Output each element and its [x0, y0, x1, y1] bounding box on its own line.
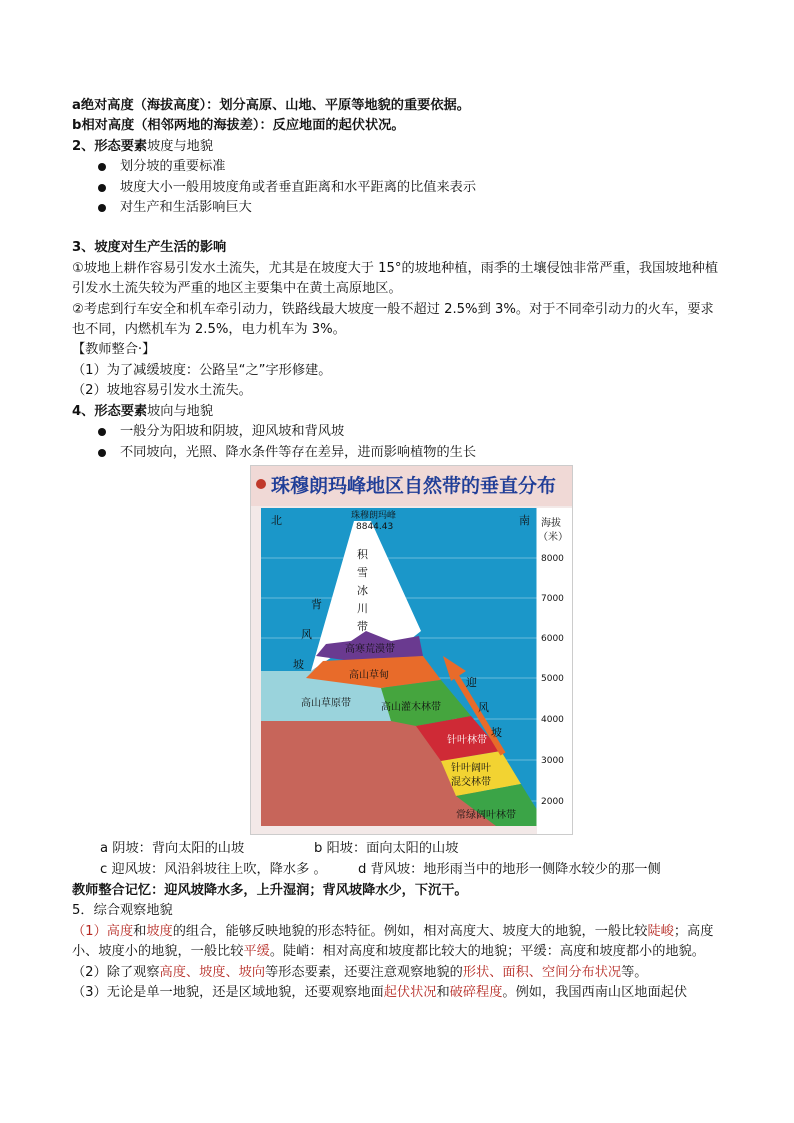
mixed-forest-label-1: 针叶阔叶: [451, 762, 491, 774]
mixed-forest-label-2: 混交林带: [451, 776, 491, 788]
section-2-heading: [72, 137, 724, 157]
peak-name: 珠穆朗玛峰: [351, 510, 397, 521]
tick-label: 6000: [541, 633, 564, 644]
paragraph-railway-slope: ②考虑到行车安全和机车牵引动力，铁路线最大坡度一般不超过 2.5%到 3%。对于不同牵引动力的火车，要求也不同，内燃机车为 2.5%，电力机车为 3%。: [72, 301, 714, 338]
bullet-text: 对生产和生活影响巨大: [120, 200, 252, 216]
keyword-relief: 起伏状况: [383, 984, 437, 1000]
section-5-heading: 5．综合观察地貌: [72, 903, 173, 919]
spacer: [72, 218, 724, 238]
alpine-steppe-label: 高山草原带: [301, 697, 351, 709]
observe-point-1: [72, 922, 724, 963]
text-run: 。陡峭：相对高度和坡度都比较大的地貌；平缓：高度和坡度都小的地貌。: [269, 944, 705, 960]
bullet-dot-icon: [98, 163, 106, 171]
snow-zone-char: 冰: [357, 583, 368, 597]
section-2-rest: 坡度与地貌: [147, 138, 214, 154]
south-label: 南: [519, 513, 530, 527]
teacher-point-2: （2）坡地容易引发水土流失。: [72, 383, 252, 399]
evergreen-forest-label: 常绿阔叶林带: [456, 809, 516, 821]
document-body: [72, 96, 724, 1003]
title-bullet-icon: [256, 479, 266, 489]
alpine-meadow-label: 高山草甸: [349, 669, 389, 681]
bullet-item: [72, 178, 724, 198]
slope-definitions-row-2: [72, 860, 724, 881]
snow-zone-char: 雪: [357, 565, 368, 579]
figure-container: [72, 465, 724, 837]
section-2-prefix: 2、形态要素: [72, 138, 148, 154]
tick-label: 8000: [541, 553, 564, 564]
elevation-label: 海拔: [541, 517, 561, 529]
bullet-text: 不同坡向，光照、降水条件等存在差异，进而影响植物的生长: [120, 444, 477, 460]
section-3-heading: 3、坡度对生产生活的影响: [72, 240, 227, 256]
bullet-text: 划分坡的重要标准: [120, 159, 226, 175]
observe-point-2: [72, 963, 724, 983]
windward-char: 坡: [491, 725, 502, 739]
bullet-item: [72, 422, 724, 442]
text-run: （3）无论是单一地貌，还是区域地貌，还要观察地面: [72, 984, 384, 1000]
everest-vertical-zones-figure: [250, 465, 573, 835]
bullet-dot-icon: [98, 449, 106, 457]
windward-slope-definition: c 迎风坡：风沿斜坡往上吹，降水多 。: [100, 861, 327, 877]
text-run: （2）除了观察: [72, 964, 160, 980]
elevation-unit: （米）: [538, 531, 568, 543]
keyword-height: 高度: [106, 923, 134, 939]
observe-point-3: [72, 983, 724, 1003]
tick-label: 5000: [541, 673, 564, 684]
relative-height-line: b相对高度（相邻两地的海拔差）：反应地面的起伏状况。: [72, 118, 405, 134]
bullet-text: 坡度大小一般用坡度角或者垂直距离和水平距离的比值来表示: [120, 179, 477, 195]
teacher-summary-heading: 【教师整合·】: [72, 342, 156, 358]
text-run: 和: [436, 984, 450, 1000]
sunny-slope-definition: b 阳坡：面向太阳的山坡: [314, 840, 459, 856]
text-run: 等形态要素，还要注意观察地貌的: [265, 964, 463, 980]
tick-label: 7000: [541, 593, 564, 604]
shady-slope-definition: a 阴坡：背向太阳的山坡: [100, 840, 245, 856]
snow-zone-char: 川: [357, 601, 368, 615]
text-run: 等。: [621, 964, 648, 980]
leeward-char: 坡: [293, 657, 304, 671]
teacher-point-1: （1）为了减缓坡度：公路呈“之”字形修建。: [72, 362, 332, 378]
leeward-char: 背: [311, 597, 322, 611]
figure-title: 珠穆朗玛峰地区自然带的垂直分布: [271, 474, 557, 497]
text-run: ；高度小、坡度小的地貌，一般比较: [72, 923, 714, 960]
section-4-heading: [72, 402, 724, 422]
snow-zone-char: 积: [357, 547, 368, 561]
tick-label: 3000: [541, 755, 564, 766]
text-run: 。例如，我国西南山区地面起伏: [502, 984, 688, 1000]
section-4-prefix: 4、形态要素: [72, 403, 148, 419]
paragraph-slope-farming: ①坡地上耕作容易引发水土流失，尤其是在坡度大于 15°的坡地种植，雨季的土壤侵蚀非常严重，我国坡地种植引发水土流失较为严重的地区主要集中在黄土高原地区。: [72, 260, 719, 297]
keyword-gentle: 平缓: [243, 944, 270, 960]
section-4-rest: 坡向与地貌: [147, 403, 214, 419]
windward-char: 迎: [466, 675, 477, 689]
north-label: 北: [271, 513, 282, 527]
bullet-dot-icon: [98, 184, 106, 192]
leeward-char: 风: [301, 627, 312, 641]
absolute-height-line: a绝对高度（海拔高度）：划分高原、山地、平原等地貌的重要依据。: [72, 98, 470, 113]
tick-label: 2000: [541, 796, 564, 807]
bullet-item: [72, 443, 724, 463]
text-run: 的组合，能够反映地貌的形态特征。例如，相对高度大、坡度大的地貌，一般比较: [172, 923, 648, 939]
bullet-item: [72, 198, 724, 218]
conifer-label: 针叶林带: [447, 734, 487, 746]
alpine-shrub-label: 高山灌木林带: [381, 701, 441, 713]
peak-height: 8844.43: [356, 521, 394, 532]
text-run: （1）: [72, 923, 107, 939]
keyword-steep: 陡峻: [647, 923, 674, 939]
keyword-slope: 坡度: [146, 923, 173, 939]
snow-zone-char: 带: [357, 619, 368, 633]
text-run: 和: [133, 923, 147, 939]
keyword-elements: 高度、坡度、坡向: [159, 964, 266, 980]
keyword-shape-area: 形状、面积、空间分布状况: [462, 964, 622, 980]
bullet-dot-icon: [98, 428, 106, 436]
leeward-slope-definition: d 背风坡：地形雨当中的地形一侧降水较少的那一侧: [358, 861, 661, 877]
bullet-text: 一般分为阳坡和阴坡，迎风坡和背风坡: [120, 424, 345, 440]
keyword-fragmentation: 破碎程度: [449, 984, 503, 1000]
bullet-item: [72, 157, 724, 177]
teacher-memo: 教师整合记忆：迎风坡降水多，上升湿润；背风坡降水少，下沉干。: [72, 882, 468, 898]
bullet-dot-icon: [98, 204, 106, 212]
tick-label: 4000: [541, 714, 564, 725]
windward-char: 风: [478, 700, 489, 714]
slope-definitions-row-1: [72, 839, 724, 860]
cold-desert-label: 高寒荒漠带: [345, 643, 395, 655]
